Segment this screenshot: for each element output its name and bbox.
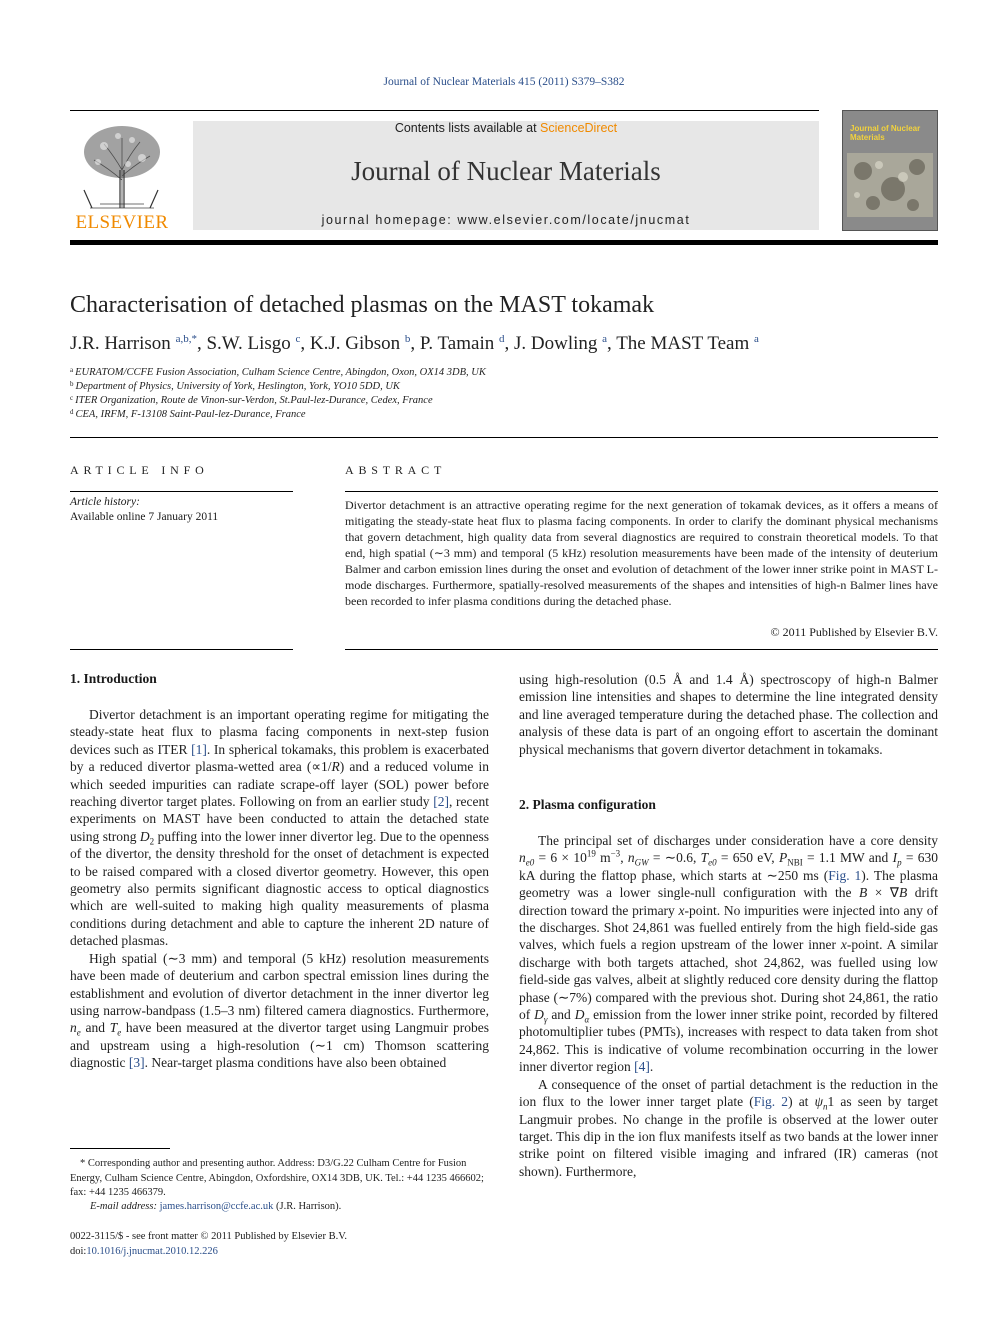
email-link[interactable]: james.harrison@ccfe.ac.uk [159,1201,274,1212]
author-name: J. Dowling [513,333,598,354]
affiliation-key: c [70,394,74,402]
abstract-bottom-rule [345,649,938,650]
affiliation [70,381,400,392]
author-affil-ref[interactable]: c [295,333,301,345]
front-matter [70,1230,347,1259]
author-affil-ref[interactable]: b [404,333,411,345]
affiliation-text: CEA, IRFM, F-13108 Saint-Paul-lez-Durance, France [75,409,306,420]
abstract-rule [345,491,938,492]
affiliation-text: Department of Physics, University of York, Heslington, York, YO10 5DD, UK [75,381,400,392]
header-top-rule [70,110,819,111]
affiliation [70,367,486,378]
affiliation-text: ITER Organization, Route de Vinon-sur-Verdon, St.Paul-lez-Durance, Cedex, France [75,395,433,406]
author-affil-ref[interactable]: a [754,333,759,345]
body-column-right [519,832,938,1180]
citation-link[interactable]: [2] [433,794,449,810]
citation-link[interactable]: [1] [191,741,207,757]
affiliation [70,395,433,406]
title-separator [70,437,938,438]
email-label: E-mail address: [90,1201,157,1212]
body-column-right-continued [519,671,938,758]
paragraph: High spatial (∼3 mm) and temporal (5 kHz) resolution measurements have been made of deuterium and carbon spectral emission lines during the establishment and evolution of divertor detachment in the inner divertor leg using narrow-bandpass (1.5–3 nm) filtered camera diagnostics. Furthermore, $n_e$ and $T_e$ have been measured at the divertor target using Langmuir probes and upstream using a high-resolution (∼1 cm) Thomson scattering diagnostic [3]. Near-target plasma conditions have also been obtained [70,950,489,1071]
abstract-copyright: © 2011 Published by Elsevier B.V. [770,625,938,639]
author-name: P. Tamain [419,333,495,354]
publisher-wordmark: ELSEVIER [75,212,169,233]
author-name: The MAST Team [616,333,750,354]
article-info-bottom-rule [70,649,293,650]
footnote-email [70,1200,490,1215]
author-affil-ref[interactable]: a,b,* [175,333,197,345]
author-list: J.R. Harrison $^{a,b,*}$, S.W. Lisgo $^c$, K.J. Gibson $^b$, P. Tamain $^d$, J. Dowling $^a$, The MAST Team $^a$ [70,333,759,354]
journal-citation[interactable]: Journal of Nuclear Materials 415 (2011) S379–S382 [383,76,625,88]
header-thick-rule [70,240,938,245]
affiliation [70,409,306,420]
affiliation-key: d [70,408,74,416]
author-affil-ref[interactable]: d [498,333,505,345]
paragraph: Divertor detachment is an important operating regime for mitigating the steady-state heat flux to plasma facing components in next-step fusion devices such as ITER [1]. In spherical tokamaks, this problem is exacerbated by a reduced divertor plasma-wetted area (∝1/R) and a reduced volume in which seeded impurities can radiate scrape-off layer (SOL) power before reaching divertor target plates. Following on from an earlier study [2], recent experiments on MAST have been conducted to attain the detached state using strong $D_2$ puffing into the lower inner divertor leg. Due to the openness of the divertor, the density threshold for the onset of detachment is expected to be raised compared with a closed divertor geometry. However, this open geometry also permits significant diagnostic access to optical diagnostics which are well-suited to making high quality measurements of plasma conditions during detachment and able to capture the inherent 2D nature of detached plasmas. [70,707,490,949]
citation-link[interactable]: [3] [128,1055,145,1071]
paragraph: using high-resolution (0.5 Å and 1.4 Å) spectroscopy of high-n Balmer emission line intensities and shapes to determine the line integrated density and line averaged temperature during the detached phase. The collection and analysis of these data is part of an ongoing effort to ascertain the dominant physical mechanisms that govern divertor detachment in tokamaks. [519,672,938,757]
citation-link[interactable]: [4] [634,1059,650,1075]
history-value: Available online 7 January 2011 [70,511,219,523]
doi-link[interactable]: 10.1016/j.jnucmat.2010.12.226 [86,1245,218,1257]
figure-link[interactable]: Fig. 2 [753,1094,789,1110]
footnote-corresponding-author: * Corresponding author and presenting author. Address: D3/G.22 Culham Centre for Fusion Energy, Culham Science Centre, Abingdon, Oxfordshire, OX14 3DB, UK. Tel.: +44 1235 466602; fax: +44 1235 466379. [70,1158,484,1198]
history-label: Article history: [70,496,140,508]
journal-title: Journal of Nuclear Materials [351,156,661,186]
author-name: S.W. Lisgo [206,333,291,354]
abstract-text: Divertor detachment is an attractive operating regime for the next generation of tokamak devices, as it offers a means of mitigating the steady-state heat flux to plasma facing components. In order to clarify the dominant physical mechanisms that govern detachment, high quality data from several diagnostics are required to constrain theoretical models. To that end, high spatial (∼3 mm) and temporal (5 kHz) resolution measurements have been made of the intensity of deuterium Balmer and carbon emission lines during the onset and evolution of detachment of the lower inner strike point in MAST L-mode discharges. Furthermore, spatially-resolved measurements of the shapes and intensities of high-n Balmer lines have been recorded to infer plasma conditions during the detached phase. [345,498,938,608]
paragraph: The principal set of discharges under consideration have a core density $n_{e0} = 6 \times 10^{19}$ $m^{-3}$, $n_{GW}$ = ∼0.6, $T_{e0} = 650$ eV, $P_{NBI} = 1.1$ MW and $I_p = 630$ kA during the flattop phase, which starts at ∼250 ms (Fig. 1). The plasma geometry was a lower single-null configuration with the B × ∇B drift direction toward the primary x-point. No impurities were injected into any of the discharges. Shot 24,861 was fuelled entirely from the high field-side gas valves, which fuels a region upstream of the lower inner x-point. A similar discharge with both targets attached, shot 24,862, was fuelled using low field-side gas valves, albeit at slightly reduced core density during the flattop phase (∼7%) compared with the previous shot. During shot 24,861, the ratio of $D_\gamma$ and $D_\alpha$ emission from the lower inner strike point, recorded by filtered photomultiplier tubes (PMTs), increases with respect to data taken from shot 24,862. This is indicative of volume recombination occurring in the lower inner divertor region [4]. [519,833,939,1075]
footnote-rule [70,1148,170,1149]
figure-link[interactable]: Fig. 1 [828,867,862,883]
contents-line [193,121,819,135]
abstract-heading: ABSTRACT [345,463,447,477]
author-name: J.R. Harrison [70,333,171,354]
section-heading-plasma-configuration: 2. Plasma configuration [519,797,656,812]
article-info-heading: ARTICLE INFO [70,463,209,477]
cover-title: Journal of Nuclear Materials [850,124,921,142]
journal-homepage[interactable]: journal homepage: www.elsevier.com/locate/jnucmat [321,213,691,227]
issn-line: 0022-3115/$ - see front matter © 2011 Published by Elsevier B.V. [70,1231,348,1242]
email-owner: (J.R. Harrison). [275,1201,342,1212]
body-column-left [70,706,489,1072]
affiliation-key: a [70,366,74,374]
footnote-text: Corresponding author and presenting author. Address: D3/G.22 Culham Centre for Fusion Energy, Culham Science Centre, Abingdon, Oxfordshire, OX14 3DB, UK. Tel.: +44 1235 466602; fax: +44 1235 466379. [70,1158,484,1198]
affiliation-key: b [70,380,74,388]
author-name: K.J. Gibson [309,333,401,354]
doi-prefix: doi: [70,1245,87,1257]
paper-title: Characterisation of detached plasmas on the MAST tokamak [70,292,655,318]
author-affil-ref[interactable]: a [602,333,608,345]
section-heading-introduction: 1. Introduction [70,671,157,686]
doi-line [70,1245,347,1260]
contents-prefix: Contents lists available at [394,121,541,135]
article-info-rule [70,491,293,492]
affiliation-text: EURATOM/CCFE Fusion Association, Culham Science Centre, Abingdon, Oxon, OX14 3DB, UK [75,367,486,378]
sciencedirect-link[interactable]: ScienceDirect [540,121,618,135]
paragraph: A consequence of the onset of partial detachment is the reduction in the ion flux to the lower inner target plate (Fig. 2) at $\psi_n1$ as seen by target Langmuir probes. No change in the profile is observed at the lower outer target. This dip in the ion flux manifests itself as two bands at the lower inner strike point on filtered visible imaging and infrared (IR) cameras (not shown). Furthermore, [519,1076,938,1179]
